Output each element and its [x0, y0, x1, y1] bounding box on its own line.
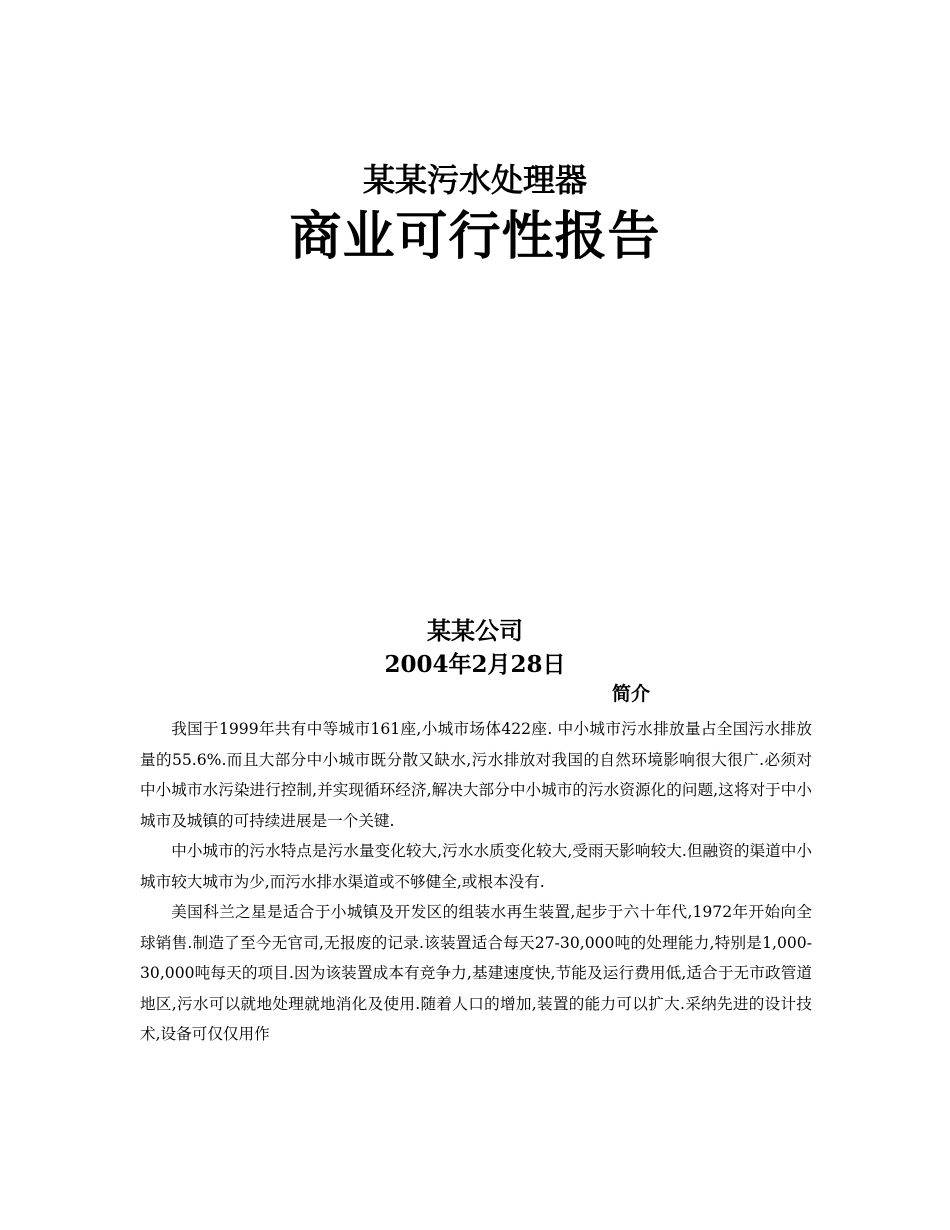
report-title-main: 商业可行性报告: [289, 207, 661, 267]
intro-body: [140, 714, 812, 1050]
intro-paragraph: 中小城市的污水特点是污水量变化较大,污水水质变化较大,受雨天影响较大.但融资的渠道中小城市较大城市为少,而污水排水渠道或不够健全,或根本没有.: [140, 842, 812, 891]
report-date: 2004年2月28日: [384, 651, 566, 678]
section-heading-intro: 简介: [612, 683, 651, 705]
intro-paragraph: 美国科兰之星是适合于小城镇及开发区的组装水再生装置,起步于六十年代,1972年开始向全球销售.制造了至今无官司,无报废的记录.该装置适合每天27-30,000吨的处理能力,特别是1,000-30,000吨每天的项目.因为该装置成本有竞争力,基建速度快,节能及运行费用低,适合于无市政管道地区,污水可以就地处理就地消化及使用.随着人口的增加,装置的能力可以扩大.采纳先进的设计技术,设备可仅仅用作: [140, 903, 812, 1043]
company-name: 某某公司: [427, 616, 523, 645]
report-title-subject: 某某污水处理器: [362, 161, 587, 199]
intro-paragraph: 我国于1999年共有中等城市161座,小城市场体422座. 中小城市污水排放量占全国污水排放量的55.6%.而且大部分中小城市既分散又缺水,污水排放对我国的自然环境影响很大很广.必须对中小城市水污染进行控制,并实现循环经济,解决大部分中小城市的污水资源化的问题,这将对于中小城市及城镇的可持续进展是一个关键.: [140, 720, 812, 830]
